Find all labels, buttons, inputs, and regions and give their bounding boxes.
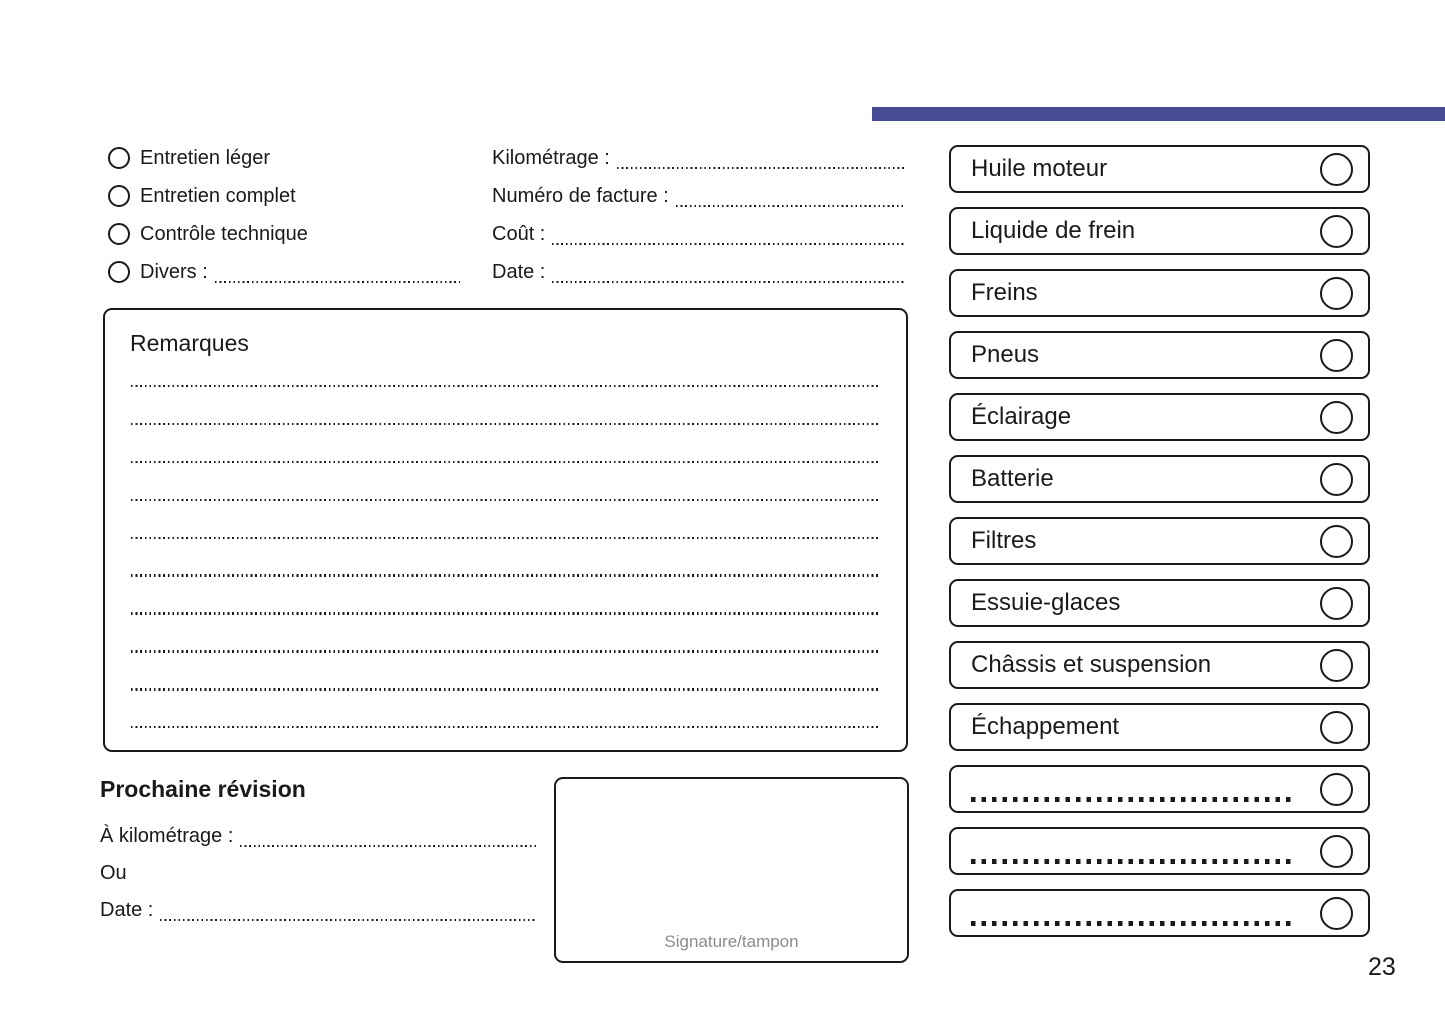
service-option-row xyxy=(108,139,460,177)
service-option-label: Entretien léger xyxy=(140,146,271,169)
dotted-fill-line xyxy=(552,281,905,283)
invoice-field-row xyxy=(492,177,905,215)
remarks-dotted-line xyxy=(131,574,880,576)
dotted-fill-line xyxy=(971,921,1292,926)
checklist-item-label: Essuie-glaces xyxy=(971,589,1121,616)
checklist-item xyxy=(949,145,1370,193)
check-circle-icon xyxy=(1320,525,1353,558)
service-option-row xyxy=(108,215,460,253)
header-accent-bar xyxy=(872,107,1445,121)
checklist-item-label: Batterie xyxy=(971,465,1054,492)
checklist-item-label: Filtres xyxy=(971,527,1037,554)
check-circle-icon xyxy=(1320,401,1353,434)
checklist-item-label: Éclairage xyxy=(971,403,1072,430)
check-circle-icon xyxy=(1320,897,1353,930)
checklist-item xyxy=(949,331,1370,379)
remarks-dotted-line xyxy=(131,537,880,539)
remarks-dotted-line xyxy=(131,385,880,387)
check-circle-icon xyxy=(1320,773,1353,806)
checklist-item xyxy=(949,641,1370,689)
signature-box xyxy=(554,777,909,963)
checklist-item-label: Châssis et suspension xyxy=(971,651,1212,678)
invoice-field-row xyxy=(492,139,905,177)
invoice-field-label: Kilométrage : xyxy=(492,146,610,169)
dotted-fill-line xyxy=(240,845,537,847)
remarks-box xyxy=(103,308,908,752)
remarks-title: Remarques xyxy=(130,330,249,356)
dotted-fill-line xyxy=(215,281,460,283)
check-circle-icon xyxy=(1320,463,1353,496)
invoice-field-label: Date : xyxy=(492,260,546,283)
service-type-options xyxy=(108,139,460,291)
checklist-item xyxy=(949,703,1370,751)
check-circle-icon xyxy=(1320,339,1353,372)
next-service-field-row xyxy=(100,855,537,892)
remarks-dotted-line xyxy=(131,461,880,463)
checklist-item xyxy=(949,765,1370,813)
service-option-label: Entretien complet xyxy=(140,184,296,207)
service-option-label: Contrôle technique xyxy=(140,222,308,245)
remarks-dotted-line xyxy=(131,499,880,501)
check-circle-icon xyxy=(1320,649,1353,682)
next-service-field-label: À kilométrage : xyxy=(100,825,234,847)
radio-circle-icon xyxy=(108,147,130,169)
checklist-item-label: Pneus xyxy=(971,341,1040,368)
checklist-item-label: Huile moteur xyxy=(971,155,1108,182)
remarks-dotted-line xyxy=(131,612,880,614)
checklist-item xyxy=(949,579,1370,627)
next-service-field-label: Date : xyxy=(100,899,154,921)
checklist-item xyxy=(949,269,1370,317)
invoice-field-label: Numéro de facture : xyxy=(492,184,669,207)
dotted-fill-line xyxy=(676,205,905,207)
service-option-row xyxy=(108,177,460,215)
invoice-field-row xyxy=(492,253,905,291)
maintenance-checklist xyxy=(949,145,1370,951)
checklist-item xyxy=(949,517,1370,565)
next-service-title: Prochaine révision xyxy=(100,776,306,802)
invoice-field-label: Coût : xyxy=(492,222,546,245)
remarks-write-lines xyxy=(131,385,880,728)
check-circle-icon xyxy=(1320,277,1353,310)
next-service-field-label: Ou xyxy=(100,862,127,884)
radio-circle-icon xyxy=(108,261,130,283)
invoice-detail-fields xyxy=(492,139,905,291)
check-circle-icon xyxy=(1320,153,1353,186)
remarks-dotted-line xyxy=(131,423,880,425)
check-circle-icon xyxy=(1320,215,1353,248)
page-number: 23 xyxy=(1368,953,1396,981)
remarks-dotted-line xyxy=(131,688,880,690)
next-service-section xyxy=(100,776,537,929)
checklist-item-label: Freins xyxy=(971,279,1038,306)
checklist-item xyxy=(949,889,1370,937)
check-circle-icon xyxy=(1320,587,1353,620)
checklist-item xyxy=(949,393,1370,441)
dotted-fill-line xyxy=(617,167,905,169)
radio-circle-icon xyxy=(108,223,130,245)
dotted-fill-line xyxy=(160,919,537,921)
check-circle-icon xyxy=(1320,711,1353,744)
next-service-fields xyxy=(100,818,537,929)
checklist-item-label: Liquide de frein xyxy=(971,217,1136,244)
next-service-field-row xyxy=(100,818,537,855)
checklist-item xyxy=(949,827,1370,875)
service-option-label: Divers : xyxy=(140,260,208,283)
signature-stamp-label: Signature/tampon xyxy=(664,932,799,951)
dotted-fill-line xyxy=(971,797,1292,802)
service-option-row xyxy=(108,253,460,291)
remarks-dotted-line xyxy=(131,726,880,728)
check-circle-icon xyxy=(1320,835,1353,868)
invoice-field-row xyxy=(492,215,905,253)
dotted-fill-line xyxy=(971,859,1292,864)
checklist-item xyxy=(949,207,1370,255)
next-service-field-row xyxy=(100,892,537,929)
radio-circle-icon xyxy=(108,185,130,207)
checklist-item-label: Échappement xyxy=(971,713,1120,740)
checklist-item xyxy=(949,455,1370,503)
remarks-dotted-line xyxy=(131,650,880,652)
dotted-fill-line xyxy=(552,243,905,245)
